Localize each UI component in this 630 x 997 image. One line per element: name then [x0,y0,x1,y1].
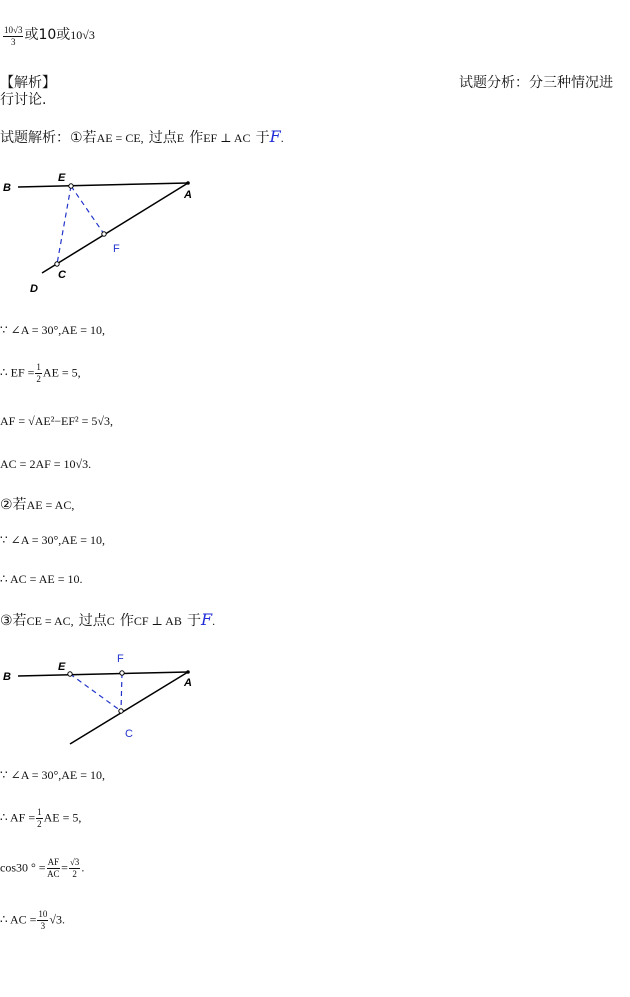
figure2-label-f: F [117,653,124,665]
answer-fraction [3,26,23,47]
case3-step-2-rhs: AE = 5, [43,810,82,825]
case3-step-4-rhs: √3. [49,912,66,927]
case1-step-2-rhs: AE = 5, [42,365,81,380]
figure1-label-c: C [58,269,66,281]
figure2-point-f [120,671,124,675]
case1-via-point: 过点 [148,130,177,146]
case3-step-4 [0,910,65,931]
case3-step-3-fraction-2 [69,858,80,879]
case3-construct: 作 [119,613,134,629]
figure1-line-ad [42,183,188,273]
answer-or-1: 或 [24,27,39,43]
case3-step-3-fraction-1 [47,858,61,879]
case3-step-3-num-2: √3 [69,857,80,867]
case2-step-2: ∴ AC = AE = 10. [0,572,83,586]
figure1-label-b: B [3,182,11,194]
figure1-point-f [102,232,106,236]
figure1-label-d: D [30,283,38,295]
answer-frac-denominator: 3 [10,36,16,47]
case1-intro-label: 试题解析：①若 [0,130,97,146]
case3-step-3-equals: = [61,860,68,875]
figure2-segment-ec [70,674,121,711]
figure2-line-ba [18,672,188,676]
case3-step-2 [0,808,81,829]
case3-point-c: C [106,614,115,628]
case3-label: ③若 [0,613,27,629]
case1-condition: AE = CE, [96,131,144,145]
case1-step-2 [0,363,81,384]
case1-intro [0,127,284,147]
figure1-line-ba [18,183,188,187]
figure1-point-a [186,181,190,185]
answer-frac-numerator: 10√3 [4,24,23,35]
answer-line [2,24,95,47]
analysis-header: 【解析】 [0,75,56,91]
figure1-label-a: A [184,189,192,201]
case3-step-2-num: 1 [37,807,42,817]
answer-last: 10√3 [70,28,95,42]
figure1-point-e [69,184,73,188]
case3-point-f: F [200,610,213,629]
figure2-label-b: B [3,671,11,683]
analysis-summary: 试题分析：分三种情况进 [459,75,613,91]
case1-step-2-fraction [35,363,42,384]
case3-perpendicular: CF ⊥ AB [133,614,182,628]
case3-step-4-fraction [37,910,48,931]
case1-step-2-den: 2 [36,374,41,384]
case1-step-1: ∵ ∠A = 30°,AE = 10, [0,323,106,337]
case3-step-3 [0,858,84,879]
case3-step-4-lhs: ∴ AC = [0,912,37,927]
analysis-summary-continued: 行讨论. [0,92,47,108]
case3-step-3-den-2: 2 [72,869,77,879]
case1-step-4: AC = 2AF = 10√3. [0,457,92,471]
figure2-label-c: C [125,728,133,740]
case3-step-3-den-1: AC [47,869,60,879]
case3-step-2-lhs: ∴ AF = [0,810,36,825]
figure1-label-f: F [113,243,120,255]
case3-via-point: 过点 [78,613,107,629]
case1-step-2-num: 1 [36,362,41,372]
case1-step-3: AF = √AE²−EF² = 5√3, [0,414,114,428]
case3-step-3-lhs: cos30 ° = [0,860,46,875]
case1-period: . [280,131,284,145]
figure-2 [0,650,200,750]
case1-point-f: F [269,127,281,146]
case3-step-4-num: 10 [38,909,48,919]
figure-1 [0,170,200,295]
case2-step-1: ∵ ∠A = 30°,AE = 10, [0,533,106,547]
figure2-point-a [186,670,190,674]
case3-step-3-period: . [81,860,85,875]
figure2-point-e [68,672,72,676]
case2-condition: AE = AC, [26,498,75,512]
case2-label: ②若 [0,497,27,513]
case3-condition: CE = AC, [26,614,74,628]
figure1-point-c [55,262,59,266]
case1-perpendicular: EF ⊥ AC [203,131,251,145]
figure1-segment-ef [71,186,104,234]
figure1-segment-ec [57,186,71,264]
case3-step-3-num-1: AF [47,857,60,867]
case3-step-2-den: 2 [37,819,42,829]
answer-ten: 10 [38,27,57,43]
case1-at: 于 [255,130,270,146]
figure2-point-c [119,709,123,713]
case1-construct: 作 [189,130,204,146]
figure2-segment-cf [121,673,122,711]
case1-point-e: E [176,131,185,145]
case3-step-1: ∵ ∠A = 30°,AE = 10, [0,768,106,782]
case3-intro [0,610,215,630]
case3-step-4-den: 3 [40,921,46,931]
figure2-label-a: A [184,677,192,689]
case3-step-2-fraction [36,808,43,829]
case1-step-2-lhs: ∴ EF = [0,365,35,380]
figure1-label-e: E [58,172,66,184]
figure2-label-e: E [58,661,66,673]
case2-intro [0,494,74,514]
case3-at: 于 [186,613,201,629]
case3-period: . [212,614,216,628]
answer-or-2: 或 [56,27,71,43]
